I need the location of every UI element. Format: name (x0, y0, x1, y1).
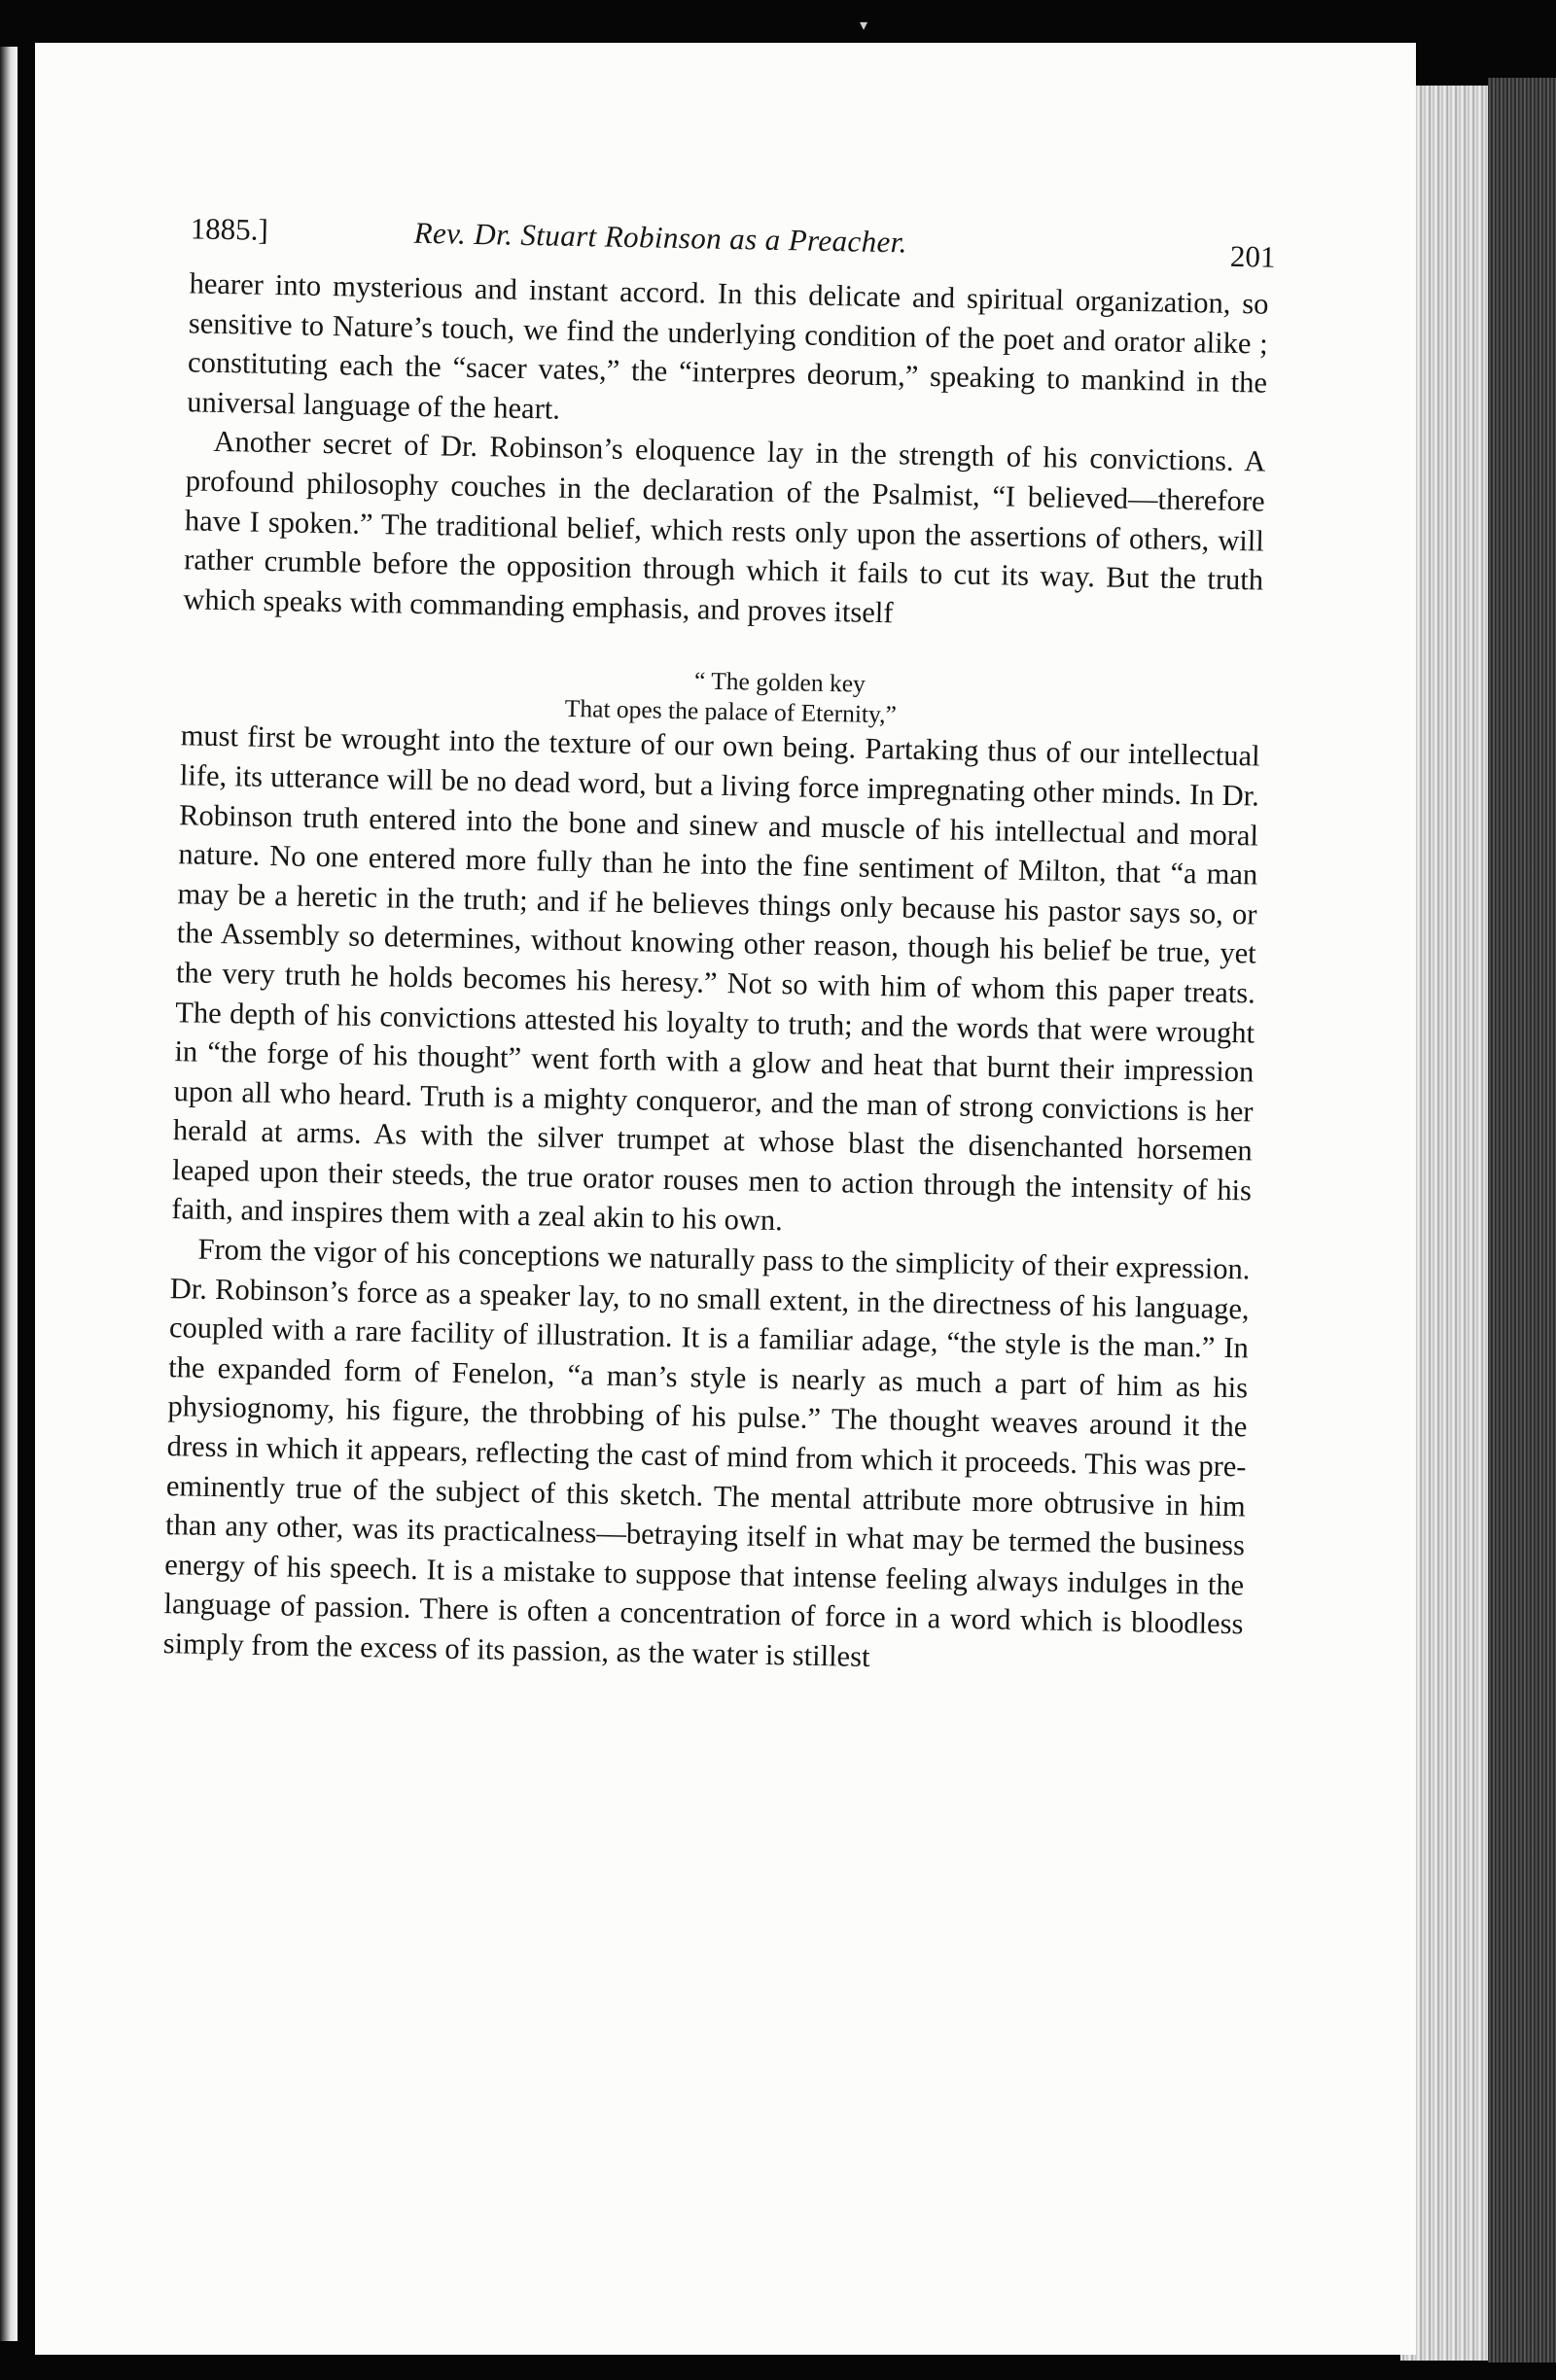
paragraph-1: hearer into mysterious and instant accord. In this delicate and spiritual organization, so sensitive to Nature’s touch, we find the underlying condition of the poet and orator alike ; constituting each the “sacer vates,” the “interpres deorum,” speaking to mankind in the universal language of the heart. (187, 266, 1269, 426)
facing-page-edge (0, 47, 18, 2341)
book-page (35, 43, 1416, 2355)
quote-line-2: That opes the palace of Eternity,” (564, 694, 898, 729)
page-content (162, 211, 1276, 1684)
book-cover-edge (1488, 78, 1556, 2362)
header-running-title: Rev. Dr. Stuart Robinson as a Preacher. (413, 215, 908, 260)
paragraph-3: must first be wrought into the texture of our own being. Partaking thus of our intellectual life, its utterance will be no dead word, but a living force impregnating other minds. In Dr. Robinson truth entered into the bone and sinew and muscle of his intellectual and moral nature. No one entered more fully than he into the fine sentiment of Milton, that “a man may be a heretic in the truth; and if he believes things only because his pastor says so, or the Assembly so determines, without knowing other reason, though his belief be true, yet the very truth he holds becomes his heresy.” Not so with him of whom this paper treats. The depth of his convictions attested his loyalty to truth; and the words that were wrought in “the forge of his thought” went forth with a glow and heat that burnt their impression upon all who heard. Truth is a mighty conqueror, and the man of strong convictions is her herald at arms. As with the silver trumpet at whose blast the disenchanted horsemen leaped upon their steeds, the true orator rouses men to action through the intensity of his faith, and inspires them with a zeal akin to his own. (171, 718, 1260, 1238)
scan-artifact-mark: ▾ (860, 16, 868, 34)
paragraph-4: From the vigor of his conceptions we naturally pass to the simplicity of their expression. Dr. Robinson’s force as a speaker lay, to no small extent, in the directness of his language, coupled with a rare facility of illustration. It is a familiar adage, “the style is the man.” In the expanded form of Fenelon, “a man’s style is nearly as much a part of him as his physiognomy, his figure, the throbbing of his pulse.” The thought weaves around it the dress in which it appears, reflecting the cast of mind from which it proceeds. This was pre-eminently true of the subject of this sketch. The mental attribute more obtrusive in him than any other, was its practicalness—betraying itself in what may be termed the business energy of his speech. It is a mistake to suppose that intense feeling always indulges in the language of passion. There is often a concentration of force in a word which is bloodless simply from the excess of its passion, as the water is stillest (162, 1232, 1251, 1674)
page-number: 201 (1229, 238, 1276, 274)
paragraph-2: Another secret of Dr. Robinson’s eloquence lay in the strength of his convictions. A profound philosophy couches in the declaration of the Psalmist, “I believed—therefore have I spoken.” The traditional belief, which rests only upon the assertions of others, will rather crumble before the opposition through which it fails to cut its way. But the truth which speaks with commanding emphasis, and proves itself (183, 425, 1266, 630)
header-year: 1885.] (190, 211, 269, 247)
body-text (162, 263, 1268, 1684)
quote-line-1: “ The golden key (693, 666, 866, 699)
